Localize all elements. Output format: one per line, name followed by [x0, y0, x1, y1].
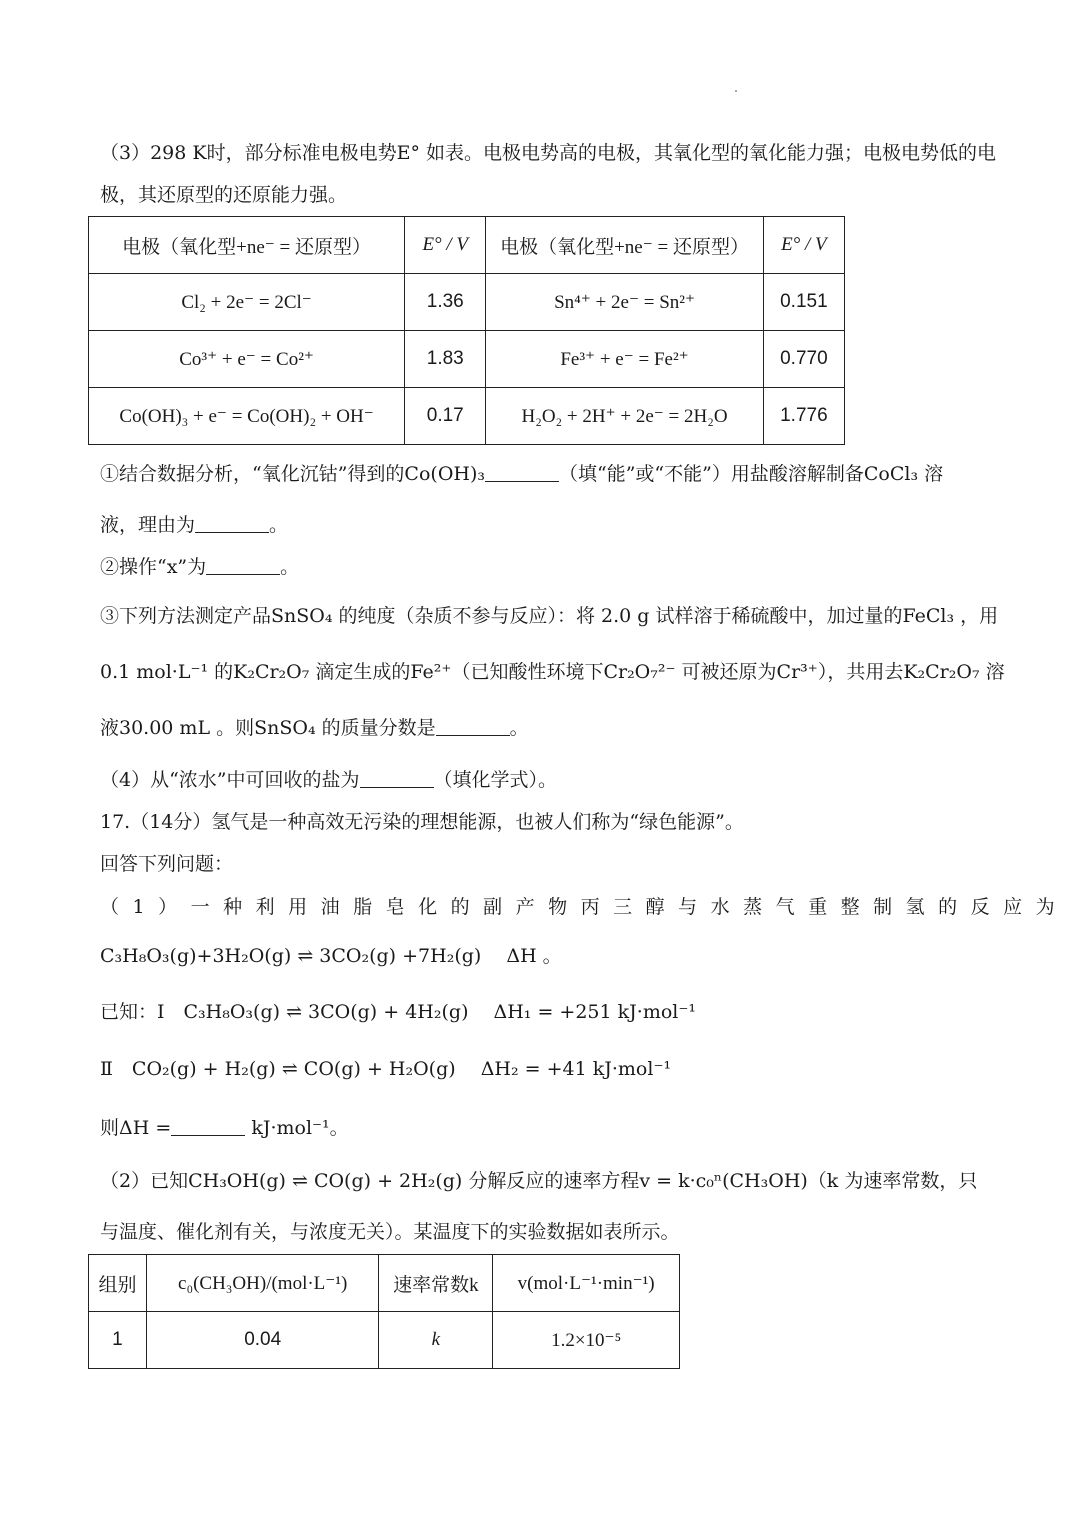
delta-h-unit: kJ·mol⁻¹。 — [251, 1117, 349, 1139]
question-3-line3 — [100, 713, 984, 743]
question-17-2-line2: 与温度、催化剂有关，与浓度无关）。某温度下的实验数据如表所示。 — [100, 1221, 680, 1243]
header-concentration: c₀(CH₃OH)/(mol·L⁻¹) — [146, 1255, 379, 1312]
rate-constant-value: k — [379, 1312, 493, 1369]
answer-blank[interactable] — [360, 767, 434, 788]
header-potential: E° / V — [405, 217, 486, 274]
header-electrode-2: 电极（氧化型+ne⁻ = 还原型） — [486, 217, 763, 274]
group-number: 1 — [89, 1312, 147, 1369]
question-3-text-b: 。 — [509, 717, 529, 739]
header-rate: v(mol·L⁻¹·min⁻¹) — [493, 1255, 680, 1312]
question-2-text-a: ②操作“x”为 — [100, 556, 207, 578]
question-3-text-a: 液30.00 mL 。则SnSO₄ 的质量分数是 — [100, 717, 436, 739]
header-electrode: 电极（氧化型+ne⁻ = 还原型） — [89, 217, 405, 274]
speck — [735, 90, 737, 92]
part4-text-a: （4）从“浓水”中可回收的盐为 — [100, 769, 360, 791]
question-2-line — [100, 552, 984, 582]
table-header-row — [89, 217, 845, 274]
question-1-text-c: 液，理由为 — [100, 514, 196, 536]
answer-blank[interactable] — [485, 461, 559, 482]
header-group: 组别 — [89, 1255, 147, 1312]
half-reaction: Co(OH)₃ + e⁻ = Co(OH)₂ + OH⁻ — [89, 388, 405, 445]
question-2-text-b: 。 — [280, 556, 300, 578]
part3-text-line2: 极，其还原型的还原能力强。 — [100, 184, 348, 206]
rate-data-table — [88, 1254, 680, 1369]
answer-blank[interactable] — [171, 1115, 245, 1136]
half-reaction: Sn⁴⁺ + 2e⁻ = Sn²⁺ — [486, 274, 763, 331]
question-17-instruction: 回答下列问题： — [100, 853, 234, 875]
question-17-1-text: （1）一种利用油脂皂化的副产物丙三醇与水蒸气重整制氢的反应为 — [100, 896, 1069, 918]
question-17-2-line1: （2）已知CH₃OH(g) ⇌ CO(g) + 2H₂(g) 分解反应的速率方程v = k·c₀ⁿ(CH₃OH)（k 为速率常数，只 — [100, 1170, 978, 1192]
table-row — [89, 1312, 680, 1369]
question-17-1-equation: C₃H₈O₃(g)+3H₂O(g) ⇌ 3CO₂(g) +7H₂(g) ΔH 。 — [100, 945, 562, 967]
question-3-line2: 0.1 mol·L⁻¹ 的K₂Cr₂O₇ 滴定生成的Fe²⁺（已知酸性环境下Cr₂O₇²⁻ 可被还原为Cr³⁺），共用去K₂Cr₂O₇ 溶 — [100, 661, 1005, 683]
delta-h-line — [100, 1113, 984, 1143]
table-row — [89, 331, 845, 388]
known-reaction-1: 已知：Ⅰ C₃H₈O₃(g) ⇌ 3CO(g) + 4H₂(g) ΔH₁ = +251 kJ·mol⁻¹ — [100, 1001, 696, 1023]
part3-text-line1: （3）298 K时，部分标准电极电势E° 如表。电极电势高的电极，其氧化型的氧化能力强；电极电势低的电 — [100, 142, 996, 164]
question-1-line2 — [100, 510, 984, 540]
answer-blank[interactable] — [436, 715, 510, 736]
question-1-text-a: ①结合数据分析，“氧化沉钴”得到的Co(OH)₃ — [100, 463, 485, 485]
table-row — [89, 388, 845, 445]
part4-line — [100, 765, 984, 795]
half-reaction: Fe³⁺ + e⁻ = Fe²⁺ — [486, 331, 763, 388]
answer-blank[interactable] — [195, 512, 269, 533]
potential-value: 0.17 — [405, 388, 486, 445]
half-reaction: Co³⁺ + e⁻ = Co²⁺ — [89, 331, 405, 388]
potential-value: 0.770 — [763, 331, 844, 388]
header-potential-2: E° / V — [763, 217, 844, 274]
question-1-text-b: （填“能”或“不能”）用盐酸溶解制备CoCl₃ 溶 — [559, 463, 944, 485]
electrode-potential-table — [88, 216, 845, 445]
potential-value: 1.776 — [763, 388, 844, 445]
delta-h-text-a: 则ΔH = — [100, 1117, 172, 1139]
half-reaction: H₂O₂ + 2H⁺ + 2e⁻ = 2H₂O — [486, 388, 763, 445]
question-1-line1 — [100, 459, 984, 489]
potential-value: 1.36 — [405, 274, 486, 331]
header-rate-constant: 速率常数k — [379, 1255, 493, 1312]
table-row — [89, 274, 845, 331]
answer-blank[interactable] — [206, 554, 280, 575]
part4-text-b: （填化学式）。 — [433, 769, 558, 791]
known-reaction-2: Ⅱ CO₂(g) + H₂(g) ⇌ CO(g) + H₂O(g) ΔH₂ = +41 kJ·mol⁻¹ — [100, 1058, 672, 1080]
potential-value: 0.151 — [763, 274, 844, 331]
question-1-text-d: 。 — [269, 514, 289, 536]
question-17-title: 17.（14分）氢气是一种高效无污染的理想能源，也被人们称为“绿色能源”。 — [100, 811, 744, 833]
half-reaction: Cl₂ + 2e⁻ = 2Cl⁻ — [89, 274, 405, 331]
table-header-row — [89, 1255, 680, 1312]
concentration-value: 0.04 — [146, 1312, 379, 1369]
rate-value: 1.2×10⁻⁵ — [493, 1312, 680, 1369]
question-3-line1: ③下列方法测定产品SnSO₄ 的纯度（杂质不参与反应）：将 2.0 g 试样溶于稀硫酸中，加过量的FeCl₃ ，用 — [100, 605, 999, 627]
potential-value: 1.83 — [405, 331, 486, 388]
